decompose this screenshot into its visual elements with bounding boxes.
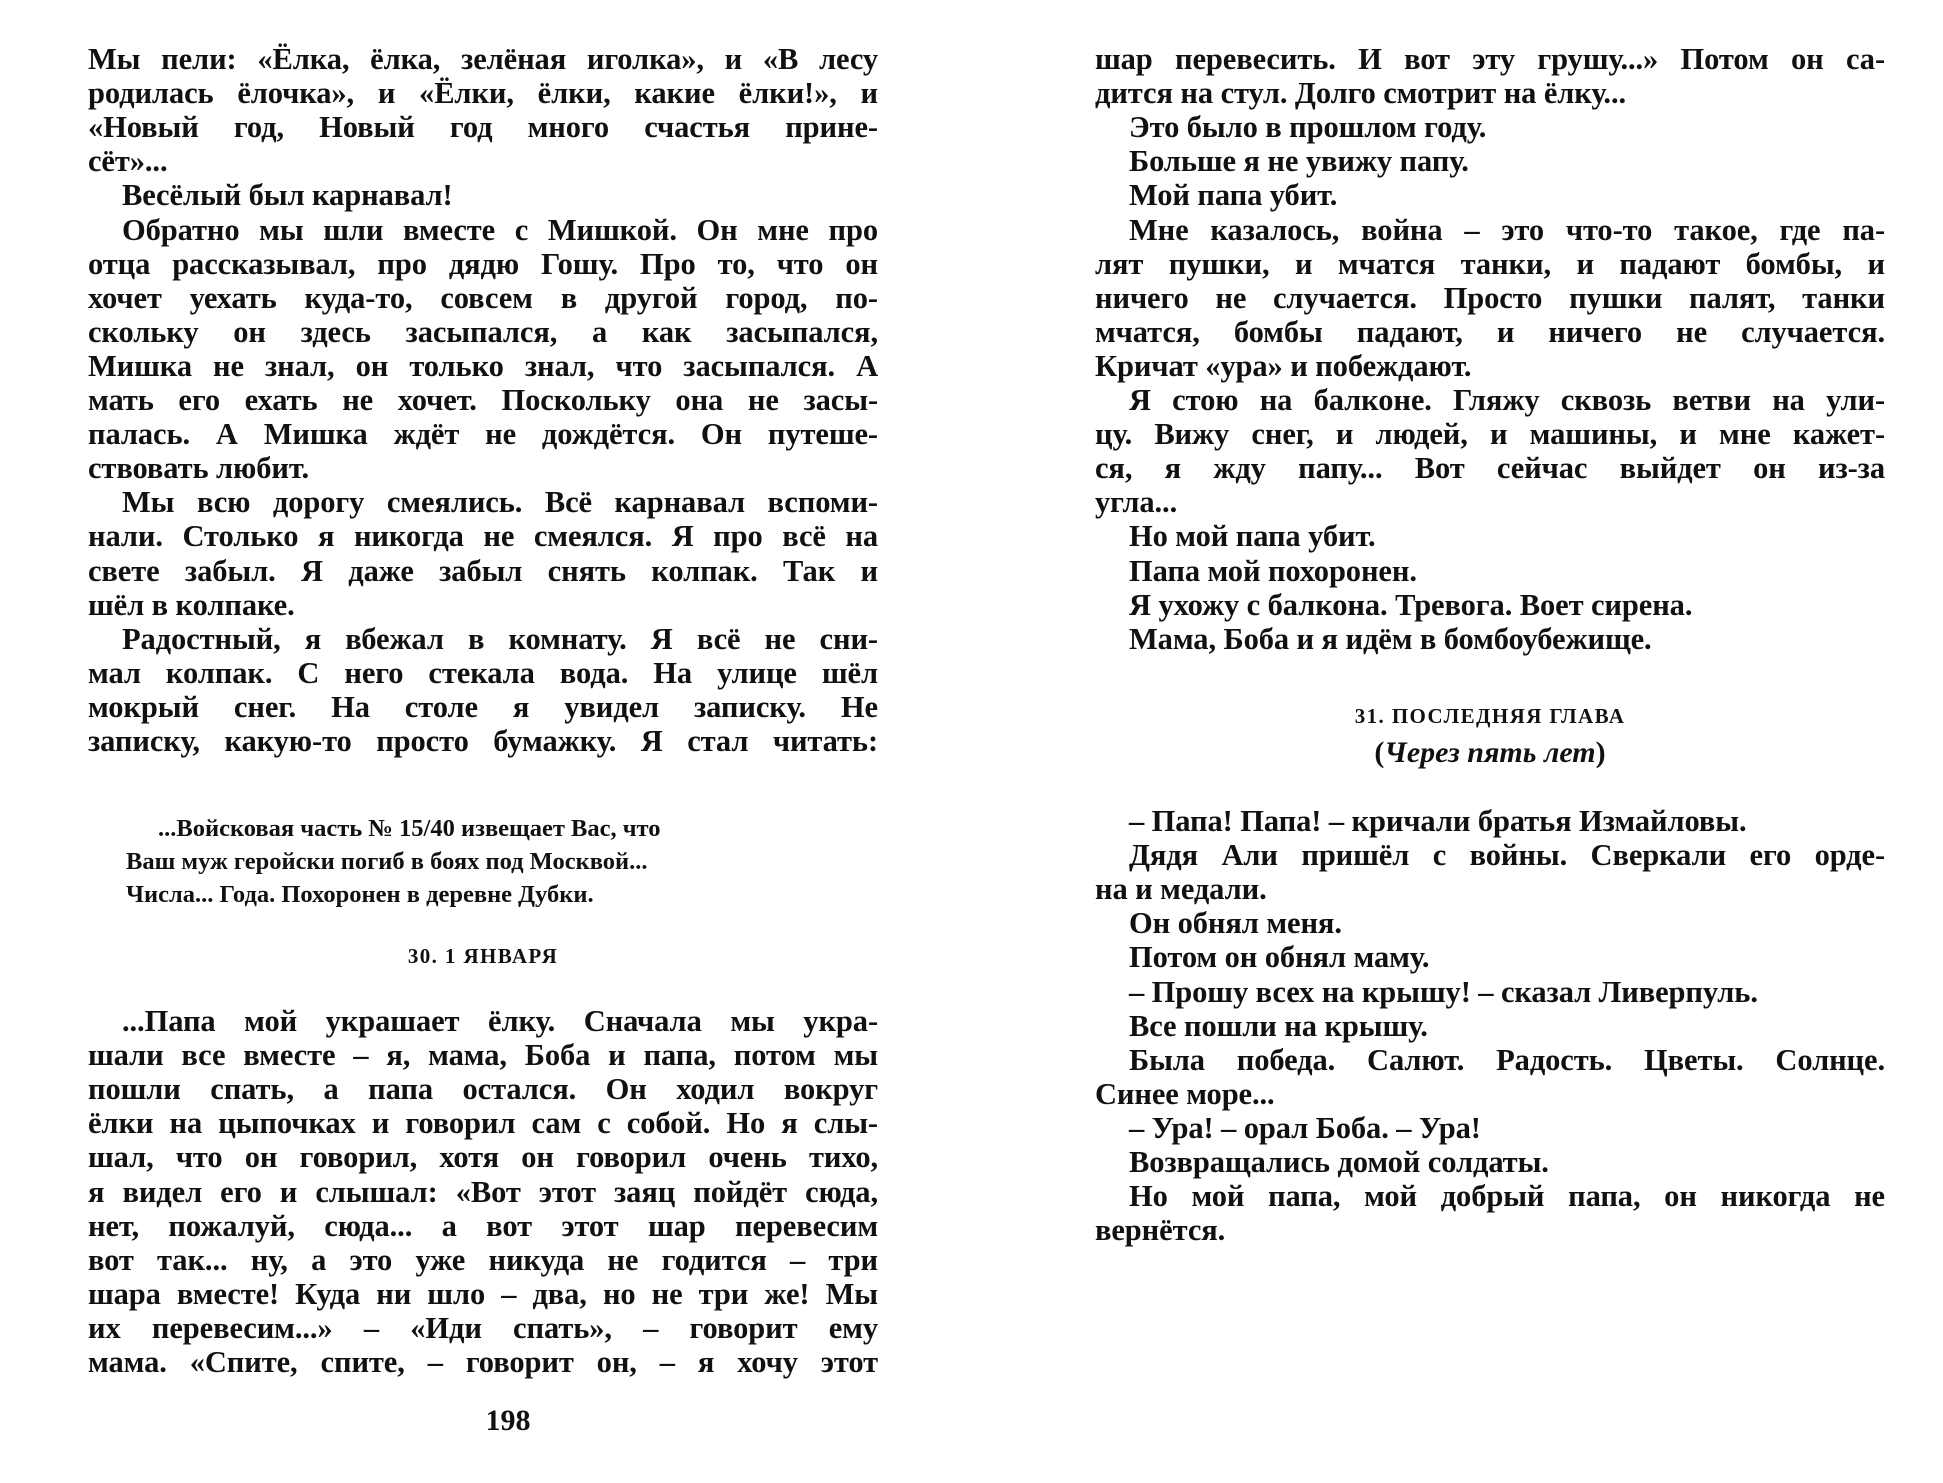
text-line: Папа мой похоронен. bbox=[1129, 553, 1417, 588]
text-line: вот так... ну, а это уже никуда не годится – три bbox=[88, 1242, 878, 1277]
text-line: ся, я жду папу... Вот сейчас выйдет он из-за bbox=[1095, 451, 1885, 486]
text-line: записку, какую-то просто бумажку. Я стал читать: bbox=[88, 724, 878, 758]
text-line: Я ухожу с балкона. Тревога. Воет сирена. bbox=[1129, 587, 1693, 622]
text-line: шёл в колпаке. bbox=[88, 587, 295, 622]
text-line: вернётся. bbox=[1095, 1213, 1226, 1248]
text-line: я видел его и слышал: «Вот этот заяц пойдёт сюда, bbox=[88, 1174, 878, 1209]
text-line: «Новый год, Новый год много счастья прине- bbox=[88, 110, 878, 145]
text-line: шали все вместе – я, мама, Боба и папа, потом мы bbox=[88, 1038, 878, 1073]
text-line: мама. «Спите, спите, – говорит он, – я хочу этот bbox=[88, 1345, 878, 1379]
text-line: на и медали. bbox=[1095, 872, 1267, 907]
text-line: мокрый снег. На столе я увидел записку. Не bbox=[88, 689, 878, 724]
text-line: Все пошли на крышу. bbox=[1129, 1008, 1428, 1043]
text-line: – Прошу всех на крышу! – сказал Ливерпуль. bbox=[1129, 974, 1758, 1009]
text-line: пошли спать, а папа остался. Он ходил вокруг bbox=[88, 1072, 878, 1107]
page-number: 198 bbox=[485, 1404, 531, 1437]
text-line: их перевесим...» – «Иди спать», – говорит ему bbox=[88, 1310, 878, 1345]
text-line: Мой папа убит. bbox=[1129, 178, 1338, 213]
text-line: палась. А Мишка ждёт не дождётся. Он путеше- bbox=[88, 417, 878, 452]
text-line: Весёлый был карнавал! bbox=[122, 178, 453, 213]
chapter-31-heading: 31. ПОСЛЕДНЯЯ ГЛАВА bbox=[1354, 704, 1626, 728]
text-line: – Ура! – орал Боба. – Ура! bbox=[1129, 1110, 1481, 1145]
text-line: Возвращались домой солдаты. bbox=[1129, 1145, 1549, 1179]
text-line: Больше я не увижу папу. bbox=[1129, 144, 1469, 179]
text-line: Обратно мы шли вместе с Мишкой. Он мне про bbox=[122, 212, 878, 247]
letter-line: Ваш муж геройски погиб в боях под Москвой... bbox=[126, 848, 648, 875]
text-line: Потом он обнял маму. bbox=[1129, 940, 1430, 975]
text-line: Но мой папа, мой добрый папа, он никогда не bbox=[1129, 1179, 1885, 1214]
text-line: Я стою на балконе. Гляжу сквозь ветви на ули- bbox=[1129, 383, 1885, 417]
text-line: ...Папа мой украшает ёлку. Сначала мы укра- bbox=[122, 1004, 878, 1038]
text-line: мать его ехать не хочет. Поскольку она не засы- bbox=[88, 383, 878, 417]
text-line: шал, что он говорил, хотя он говорил очень тихо, bbox=[88, 1140, 878, 1175]
text-line: родилась ёлочка», и «Ёлки, ёлки, какие ёлки!», и bbox=[88, 76, 878, 111]
text-line: Кричат «ура» и побеждают. bbox=[1095, 348, 1472, 383]
text-line: шара вместе! Куда ни шло – два, но не три же! Мы bbox=[88, 1276, 878, 1311]
letter-line: ...Войсковая часть № 15/40 извещает Вас, что bbox=[158, 815, 661, 842]
text-line: Но мой папа убит. bbox=[1129, 519, 1376, 554]
text-line: мал колпак. С него стекала вода. На улице шёл bbox=[88, 655, 878, 690]
text-line: нали. Столько я никогда не смеялся. Я про всё на bbox=[88, 519, 878, 554]
text-line: шар перевесить. И вот эту грушу...» Потом он са- bbox=[1095, 42, 1885, 76]
subtitle-close-paren: ) bbox=[1595, 736, 1606, 769]
text-line: Дядя Али пришёл с войны. Сверкали его орде- bbox=[1129, 838, 1885, 873]
text-line: свете забыл. Я даже забыл снять колпак. Так и bbox=[88, 553, 878, 588]
text-line: Синее море... bbox=[1095, 1076, 1275, 1111]
subtitle-text: Через пять лет bbox=[1384, 736, 1596, 769]
text-line: Мы пели: «Ёлка, ёлка, зелёная иголка», и «В лесу bbox=[88, 42, 878, 76]
text-line: Мама, Боба и я идём в бомбоубежище. bbox=[1129, 621, 1652, 656]
text-line: Мне казалось, война – это что-то такое, где па- bbox=[1129, 212, 1885, 247]
text-line: хочет уехать куда-то, совсем в другой город, по- bbox=[88, 280, 878, 315]
text-line: Мы всю дорогу смеялись. Всё карнавал вспоми- bbox=[122, 485, 878, 520]
subtitle-open-paren: ( bbox=[1374, 736, 1385, 769]
text-line: скольку он здесь засыпался, а как засыпался, bbox=[88, 314, 878, 349]
text-line: угла... bbox=[1095, 485, 1178, 520]
text-line: сёт»... bbox=[88, 144, 168, 179]
text-line: ёлки на цыпочках и говорил сам с собой. Но я слы- bbox=[88, 1106, 878, 1141]
text-line: лят пушки, и мчатся танки, и падают бомбы, и bbox=[1095, 246, 1885, 281]
text-line: Радостный, я вбежал в комнату. Я всё не сни- bbox=[122, 621, 878, 656]
text-line: отца рассказывал, про дядю Гошу. Про то, что он bbox=[88, 246, 878, 281]
chapter-30-heading: 30. 1 ЯНВАРЯ bbox=[407, 944, 559, 968]
text-line: ничего не случается. Просто пушки палят, танки bbox=[1095, 280, 1885, 315]
text-line: цу. Вижу снег, и людей, и машины, и мне кажет- bbox=[1095, 417, 1885, 452]
text-line: нет, пожалуй, сюда... а вот этот шар перевесим bbox=[88, 1208, 878, 1243]
text-line: ствовать любит. bbox=[88, 451, 309, 486]
text-line: – Папа! Папа! – кричали братья Измайловы. bbox=[1129, 804, 1747, 838]
text-line: дится на стул. Долго смотрит на ёлку... bbox=[1095, 76, 1627, 111]
chapter-31-subtitle bbox=[1095, 736, 1885, 770]
text-line: Он обнял меня. bbox=[1129, 906, 1342, 941]
letter-line: Числа... Года. Похоронен в деревне Дубки. bbox=[126, 881, 594, 908]
text-line: мчатся, бомбы падают, и ничего не случается. bbox=[1095, 314, 1885, 349]
text-line: Была победа. Салют. Радость. Цветы. Солнце. bbox=[1129, 1042, 1885, 1077]
text-line: Мишка не знал, он только знал, что засыпался. А bbox=[88, 348, 878, 383]
text-line: Это было в прошлом году. bbox=[1129, 110, 1487, 145]
